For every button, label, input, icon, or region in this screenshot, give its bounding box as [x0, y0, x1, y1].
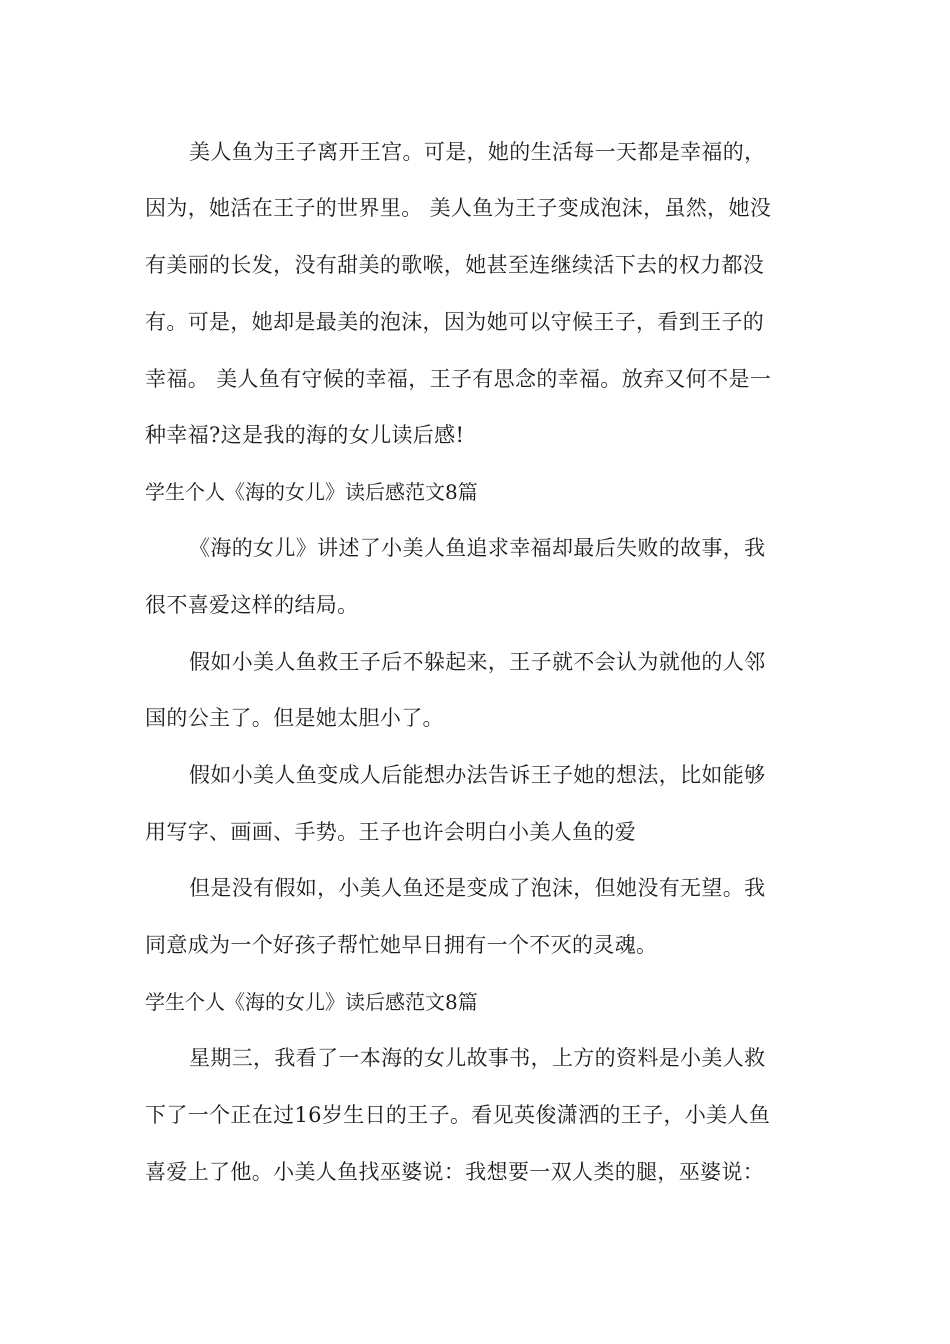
section-heading: 学生个人《海的女儿》读后感范文8篇	[145, 990, 478, 1014]
paragraph-line: 《海的女儿》讲述了小美人鱼追求幸福却最后失败的故事，我	[189, 536, 766, 560]
paragraph-line: 用写字、画画、手势。王子也许会明白小美人鱼的爱	[145, 820, 637, 844]
paragraph-line: 国的公主了。但是她太胆小了。	[145, 706, 444, 730]
paragraph-line: 假如小美人鱼救王子后不躲起来，王子就不会认为就他的人邻	[189, 650, 766, 674]
paragraph-line: 有美丽的长发，没有甜美的歌喉，她甚至连继续活下去的权力都没	[145, 253, 765, 277]
section-heading: 学生个人《海的女儿》读后感范文8篇	[145, 480, 478, 504]
paragraph-line: 喜爱上了他。小美人鱼找巫婆说：我想要一双人类的腿，巫婆说：	[145, 1160, 765, 1184]
paragraph-line: 因为，她活在王子的世界里。 美人鱼为王子变成泡沫，虽然，她没	[145, 196, 772, 220]
paragraph-line: 幸福。 美人鱼有守候的幸福，王子有思念的幸福。放弃又何不是一	[145, 367, 772, 391]
paragraph-line: 但是没有假如，小美人鱼还是变成了泡沫，但她没有无望。我	[189, 876, 766, 900]
paragraph-line: 美人鱼为王子离开王宫。可是，她的生活每一天都是幸福的，	[189, 140, 766, 164]
paragraph-line: 假如小美人鱼变成人后能想办法告诉王子她的想法，比如能够	[189, 763, 766, 787]
paragraph-line: 星期三，我看了一本海的女儿故事书，上方的资料是小美人救	[189, 1046, 766, 1070]
paragraph-line: 有。可是，她却是最美的泡沫，因为她可以守候王子，看到王子的	[145, 310, 765, 334]
paragraph-line: 种幸福?这是我的海的女儿读后感!	[145, 423, 465, 447]
paragraph-line: 下了一个正在过16岁生日的王子。看见英俊潇洒的王子，小美人鱼	[145, 1103, 771, 1127]
paragraph-line: 同意成为一个好孩子帮忙她早日拥有一个不灭的灵魂。	[145, 933, 658, 957]
paragraph-line: 很不喜爱这样的结局。	[145, 593, 359, 617]
